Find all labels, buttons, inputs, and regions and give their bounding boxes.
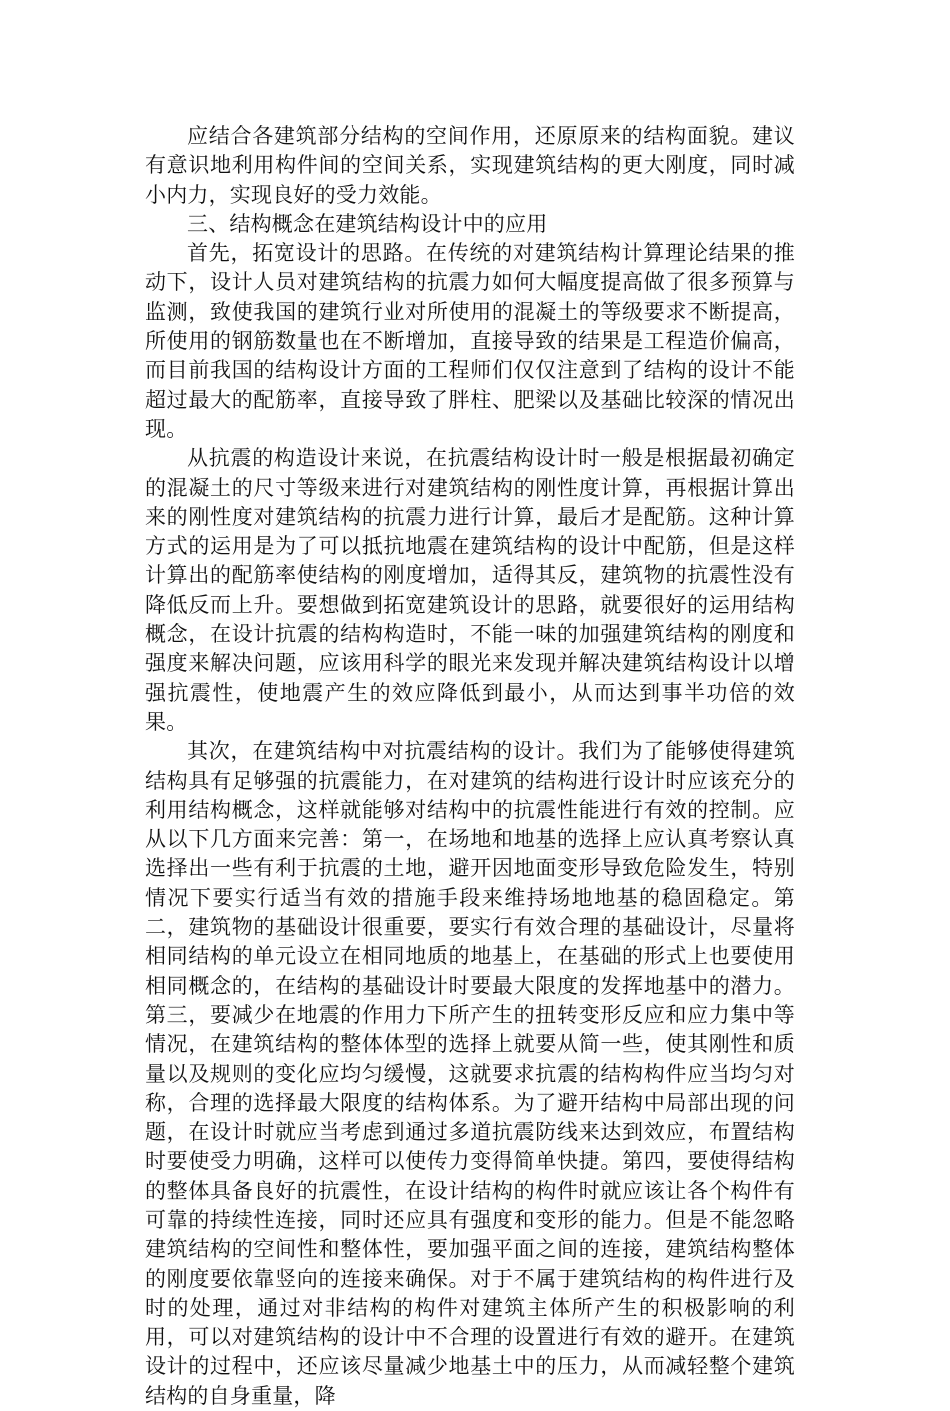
section-heading: 三、结构概念在建筑结构设计中的应用 xyxy=(187,211,548,236)
paragraph-seismic-design: 其次，在建筑结构中对抗震结构的设计。我们为了能够使得建筑结构具有足够强的抗震能力，在对建筑的结构进行设计时应该充分的利用结构概念，这样就能够对结构中的抗震性能进行有效的控制。应从以下几方面来完善：第一，在场地和地基的选择上应认真考察认真选择出一些有利于抗震的土地，避开因地面变形导致危险发生，特别情况下要实行适当有效的措施手段来维持场地地基的稳固稳定。第二，建筑物的基础设计很重要，要实行有效合理的基础设计，尽量将相同结构的单元设立在相同地质的地基上，在基础的形式上也要使用相同概念的，在结构的基础设计时要最大限度的发挥地基中的潜力。第三，要减少在地震的作用力下所产生的扭转变形反应和应力集中等情况，在建筑结构的整体体型的选择上就要从简一些，使其刚性和质量以及规则的变化应均匀缓慢，这就要求抗震的结构构件应当均匀对称，合理的选择最大限度的结构体系。为了避开结构中局部出现的问题，在设计时就应当考虑到通过多道抗震防线来达到效应，布置结构时要使受力明确，这样可以使传力变得简单快捷。第四，要使得结构的整体具备良好的抗震性，在设计结构的构件时就应该让各个构件有可靠的持续性连接，同时还应具有强度和变形的能力。但是不能忽略建筑结构的空间性和整体性，要加强平面之间的连接，建筑结构整体的刚度要依靠竖向的连接来确保。对于不属于建筑结构的构件进行及时的处理，通过对非结构的构件对建筑主体所产生的积极影响的利用，可以对建筑结构的设计中不合理的设置进行有效的避开。在建筑设计的过程中，还应该尽量减少地基土中的压力，从而减轻整个建筑结构的自身重量，降 xyxy=(145,739,795,1408)
paragraph-continuation: 应结合各建筑部分结构的空间作用，还原原来的结构面貌。建议有意识地利用构件间的空间关系，实现建筑结构的更大刚度，同时减小内力，实现良好的受力效能。 xyxy=(145,124,795,207)
document-body xyxy=(145,122,795,1411)
paragraph-seismic-structure: 从抗震的构造设计来说，在抗震结构设计时一般是根据最初确定的混凝土的尺寸等级来进行对建筑结构的刚性度计算，再根据计算出来的刚性度对建筑结构的抗震力进行计算，最后才是配筋。这种计算方式的运用是为了可以抵抗地震在建筑结构的设计中配筋，但是这样计算出的配筋率使结构的刚度增加，适得其反，建筑物的抗震性没有降低反而上升。要想做到拓宽建筑设计的思路，就要很好的运用结构概念，在设计抗震的结构构造时，不能一味的加强建筑结构的刚度和强度来解决问题，应该用科学的眼光来发现并解决建筑结构设计以增强抗震性，使地震产生的效应降低到最小，从而达到事半功倍的效果。 xyxy=(145,446,795,734)
paragraph-design-thinking: 首先，拓宽设计的思路。在传统的对建筑结构计算理论结果的推动下，设计人员对建筑结构的抗震力如何大幅度提高做了很多预算与监测，致使我国的建筑行业对所使用的混凝土的等级要求不断提高，所使用的钢筋数量也在不断增加，直接导致的结果是工程造价偏高，而目前我国的结构设计方面的工程师们仅仅注意到了结构的设计不能超过最大的配筋率，直接导致了胖柱、肥梁以及基础比较深的情况出现。 xyxy=(145,241,795,441)
